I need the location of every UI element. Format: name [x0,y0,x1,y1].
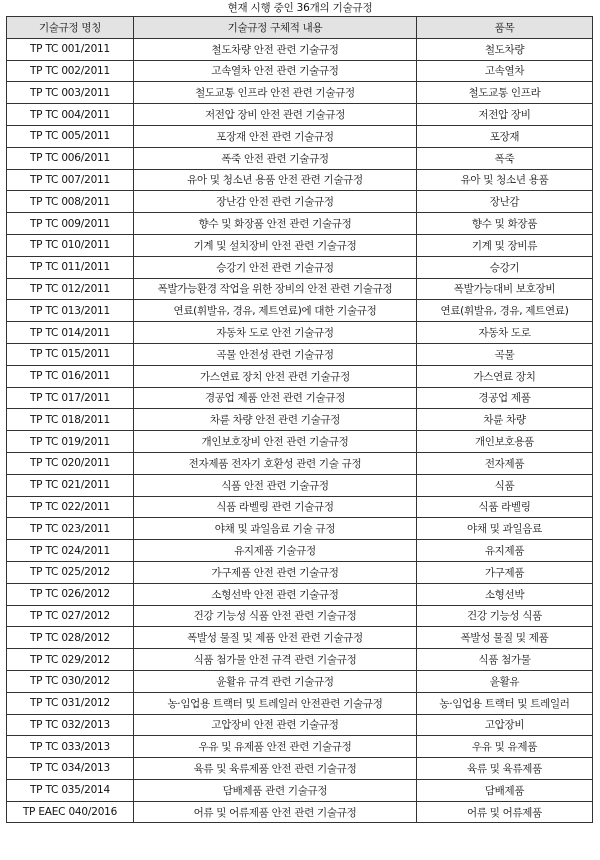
table-row [7,452,593,474]
cell-regulation-code: TP TC 017/2011 [7,387,134,409]
cell-product: 폭죽 [417,147,593,169]
cell-regulation-code: TP TC 005/2011 [7,125,134,147]
header-regulation-name: 기술규정 명칭 [7,17,134,39]
cell-product: 가스연료 장치 [417,365,593,387]
cell-regulation-content: 폭발성 물질 및 제품 안전 관련 기술규정 [134,627,417,649]
cell-product: 육류 및 육류제품 [417,758,593,780]
cell-regulation-code: TP TC 018/2011 [7,409,134,431]
cell-regulation-content: 건강 기능성 식품 안전 관련 기술규정 [134,605,417,627]
cell-regulation-code: TP TC 034/2013 [7,758,134,780]
table-row [7,409,593,431]
cell-regulation-content: 유아 및 청소년 용품 안전 관련 기술규정 [134,169,417,191]
table-row [7,692,593,714]
table-row [7,169,593,191]
cell-regulation-content: 연료(휘발유, 경유, 제트연료)에 대한 기술규정 [134,300,417,322]
cell-product: 폭발성 물질 및 제품 [417,627,593,649]
cell-product: 가구제품 [417,561,593,583]
cell-regulation-code: TP TC 016/2011 [7,365,134,387]
cell-regulation-code: TP TC 035/2014 [7,779,134,801]
cell-regulation-content: 고압장비 안전 관련 기술규정 [134,714,417,736]
cell-regulation-content: 경공업 제품 안전 관련 기술규정 [134,387,417,409]
table-row [7,649,593,671]
cell-product: 식품 [417,474,593,496]
table-row [7,736,593,758]
cell-regulation-content: 철도교통 인프라 안전 관련 기술규정 [134,82,417,104]
cell-regulation-content: 개인보호장비 안전 관련 기술규정 [134,431,417,453]
table-row [7,300,593,322]
cell-regulation-code: TP EAEC 040/2016 [7,801,134,823]
cell-regulation-code: TP TC 009/2011 [7,213,134,235]
cell-regulation-code: TP TC 007/2011 [7,169,134,191]
cell-product: 야채 및 과일음료 [417,518,593,540]
cell-regulation-code: TP TC 021/2011 [7,474,134,496]
cell-regulation-content: 폭죽 안전 관련 기술규정 [134,147,417,169]
cell-regulation-content: 향수 및 화장품 안전 관련 기술규정 [134,213,417,235]
cell-regulation-code: TP TC 002/2011 [7,60,134,82]
cell-product: 철도교통 인프라 [417,82,593,104]
table-row [7,670,593,692]
cell-regulation-code: TP TC 024/2011 [7,540,134,562]
cell-regulation-content: 차륜 차량 안전 관련 기술규정 [134,409,417,431]
table-row [7,387,593,409]
cell-regulation-content: 윤활유 규격 관련 기술규정 [134,670,417,692]
cell-product: 식품 첨가물 [417,649,593,671]
cell-regulation-code: TP TC 031/2012 [7,692,134,714]
cell-regulation-content: 유지제품 기술규정 [134,540,417,562]
cell-regulation-content: 담배제품 관련 기술규정 [134,779,417,801]
cell-regulation-content: 가구제품 안전 관련 기술규정 [134,561,417,583]
table-row [7,474,593,496]
cell-regulation-content: 야채 및 과일음료 기술 규정 [134,518,417,540]
cell-product: 자동차 도로 [417,322,593,344]
cell-product: 전자제품 [417,452,593,474]
cell-regulation-code: TP TC 026/2012 [7,583,134,605]
cell-regulation-content: 고속열차 안전 관련 기술규정 [134,60,417,82]
header-product: 품목 [417,17,593,39]
cell-product: 곡물 [417,343,593,365]
cell-product: 포장재 [417,125,593,147]
table-row [7,758,593,780]
cell-regulation-code: TP TC 027/2012 [7,605,134,627]
table-row [7,82,593,104]
table-row [7,583,593,605]
cell-regulation-code: TP TC 001/2011 [7,38,134,60]
cell-regulation-content: 승강기 안전 관련 기술규정 [134,256,417,278]
table-row [7,343,593,365]
cell-regulation-code: TP TC 028/2012 [7,627,134,649]
cell-regulation-code: TP TC 006/2011 [7,147,134,169]
table-row [7,779,593,801]
table-title: 현재 시행 중인 36개의 기술규정 [227,2,373,14]
cell-product: 개인보호용품 [417,431,593,453]
cell-product: 저전압 장비 [417,104,593,126]
cell-regulation-code: TP TC 029/2012 [7,649,134,671]
cell-product: 소형선박 [417,583,593,605]
cell-regulation-code: TP TC 033/2013 [7,736,134,758]
cell-regulation-content: 기계 및 설치장비 안전 관련 기술규정 [134,234,417,256]
cell-regulation-code: TP TC 013/2011 [7,300,134,322]
cell-product: 향수 및 화장품 [417,213,593,235]
table-row [7,627,593,649]
cell-product: 어류 및 어류제품 [417,801,593,823]
cell-regulation-content: 장난감 안전 관련 기술규정 [134,191,417,213]
table-row [7,38,593,60]
cell-regulation-code: TP TC 008/2011 [7,191,134,213]
cell-regulation-content: 육류 및 육류제품 안전 관련 기술규정 [134,758,417,780]
cell-regulation-code: TP TC 022/2011 [7,496,134,518]
table-row [7,714,593,736]
table-row [7,605,593,627]
cell-regulation-code: TP TC 032/2013 [7,714,134,736]
table-row [7,104,593,126]
cell-product: 장난감 [417,191,593,213]
table-row [7,147,593,169]
table-row [7,213,593,235]
cell-regulation-content: 가스연료 장치 안전 관련 기술규정 [134,365,417,387]
cell-product: 철도차량 [417,38,593,60]
table-body [7,38,593,823]
table-row [7,234,593,256]
table-header-row [7,17,593,39]
table-row [7,561,593,583]
cell-product: 고속열차 [417,60,593,82]
cell-product: 연료(휘발유, 경유, 제트연료) [417,300,593,322]
cell-regulation-content: 농·임업용 트랙터 및 트레일러 안전관련 기술규정 [134,692,417,714]
cell-product: 윤활유 [417,670,593,692]
regulations-table [6,16,593,823]
table-row [7,496,593,518]
table-row [7,365,593,387]
table-row [7,191,593,213]
table-row [7,540,593,562]
cell-regulation-code: TP TC 025/2012 [7,561,134,583]
cell-regulation-code: TP TC 015/2011 [7,343,134,365]
cell-regulation-content: 우유 및 유제품 안전 관련 기술규정 [134,736,417,758]
cell-regulation-content: 자동차 도로 안전 기술규정 [134,322,417,344]
cell-regulation-code: TP TC 020/2011 [7,452,134,474]
cell-product: 유아 및 청소년 용품 [417,169,593,191]
cell-product: 경공업 제품 [417,387,593,409]
cell-product: 담배제품 [417,779,593,801]
cell-regulation-content: 철도차량 안전 관련 기술규정 [134,38,417,60]
cell-regulation-content: 저전압 장비 안전 관련 기술규정 [134,104,417,126]
table-row [7,60,593,82]
cell-regulation-code: TP TC 010/2011 [7,234,134,256]
cell-product: 승강기 [417,256,593,278]
cell-regulation-content: 곡물 안전성 관련 기술규정 [134,343,417,365]
cell-regulation-content: 식품 라벨링 관련 기술규정 [134,496,417,518]
table-row [7,256,593,278]
cell-product: 유지제품 [417,540,593,562]
cell-product: 농·임업용 트랙터 및 트레일러 [417,692,593,714]
header-regulation-content: 기술규정 구체적 내용 [134,17,417,39]
cell-product: 고압장비 [417,714,593,736]
cell-regulation-code: TP TC 023/2011 [7,518,134,540]
table-row [7,278,593,300]
cell-product: 폭발가능대비 보호장비 [417,278,593,300]
cell-product: 식품 라벨링 [417,496,593,518]
cell-product: 우유 및 유제품 [417,736,593,758]
table-row [7,322,593,344]
cell-regulation-code: TP TC 030/2012 [7,670,134,692]
table-row [7,431,593,453]
cell-regulation-content: 소형선박 안전 관련 기술규정 [134,583,417,605]
cell-product: 기계 및 장비류 [417,234,593,256]
cell-regulation-code: TP TC 019/2011 [7,431,134,453]
cell-regulation-code: TP TC 004/2011 [7,104,134,126]
cell-regulation-code: TP TC 003/2011 [7,82,134,104]
cell-regulation-content: 어류 및 어류제품 안전 관련 기술규정 [134,801,417,823]
table-row [7,518,593,540]
cell-regulation-code: TP TC 011/2011 [7,256,134,278]
cell-product: 건강 기능성 식품 [417,605,593,627]
cell-product: 차륜 차량 [417,409,593,431]
cell-regulation-content: 식품 첨가물 안전 규격 관련 기술규정 [134,649,417,671]
cell-regulation-code: TP TC 014/2011 [7,322,134,344]
cell-regulation-content: 식품 안전 관련 기술규정 [134,474,417,496]
table-row [7,125,593,147]
cell-regulation-content: 전자제품 전자기 호환성 관련 기술 규정 [134,452,417,474]
cell-regulation-content: 폭발가능환경 작업을 위한 장비의 안전 관련 기술규정 [134,278,417,300]
cell-regulation-content: 포장재 안전 관련 기술규정 [134,125,417,147]
table-row [7,801,593,823]
cell-regulation-code: TP TC 012/2011 [7,278,134,300]
